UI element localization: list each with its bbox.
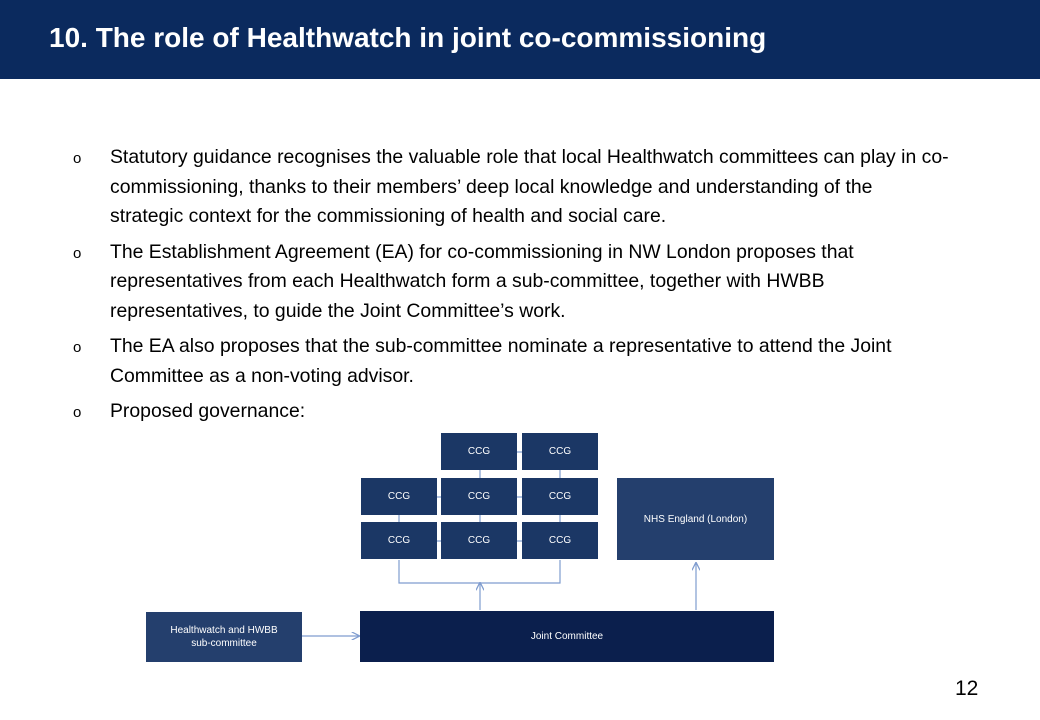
ccg-box: CCG [522, 433, 598, 470]
bullet-text: The EA also proposes that the sub-committee nominate a representative to attend the Joint Committee as a non-voting advisor. [110, 335, 892, 387]
healthwatch-subcommittee-box: Healthwatch and HWBB sub-committee [146, 612, 302, 662]
joint-committee-box: Joint Committee [360, 611, 774, 662]
bullet-text: Statutory guidance recognises the valuable role that local Healthwatch committees can play in co-commissioning, thanks to their members’ deep local knowledge and understanding of the strategic context for the commissioning of health and social care. [110, 146, 949, 227]
ccg-box: CCG [441, 433, 517, 470]
bullet-text: Proposed governance: [110, 400, 306, 422]
page-number: 12 [955, 677, 979, 700]
ccg-box: CCG [361, 522, 437, 559]
ccg-box: CCG [441, 522, 517, 559]
ccg-box: CCG [441, 478, 517, 515]
nhs-england-box: NHS England (London) [617, 478, 774, 560]
ccg-box: CCG [522, 478, 598, 515]
ccg-bracket [399, 560, 560, 583]
bullet-marker: o [73, 404, 82, 421]
bullet-marker: o [73, 150, 82, 167]
slide-title: 10. The role of Healthwatch in joint co-commissioning [49, 22, 767, 53]
bullet-text: The Establishment Agreement (EA) for co-commissioning in NW London proposes that representatives from each Healthwatch form a sub-committee, together with HWBB representatives, to guide the Joint Committee’s work. [110, 240, 854, 322]
bullet-marker: o [73, 244, 82, 262]
ccg-box: CCG [361, 478, 437, 515]
bullet-marker: o [73, 339, 82, 356]
ccg-box: CCG [522, 522, 598, 559]
